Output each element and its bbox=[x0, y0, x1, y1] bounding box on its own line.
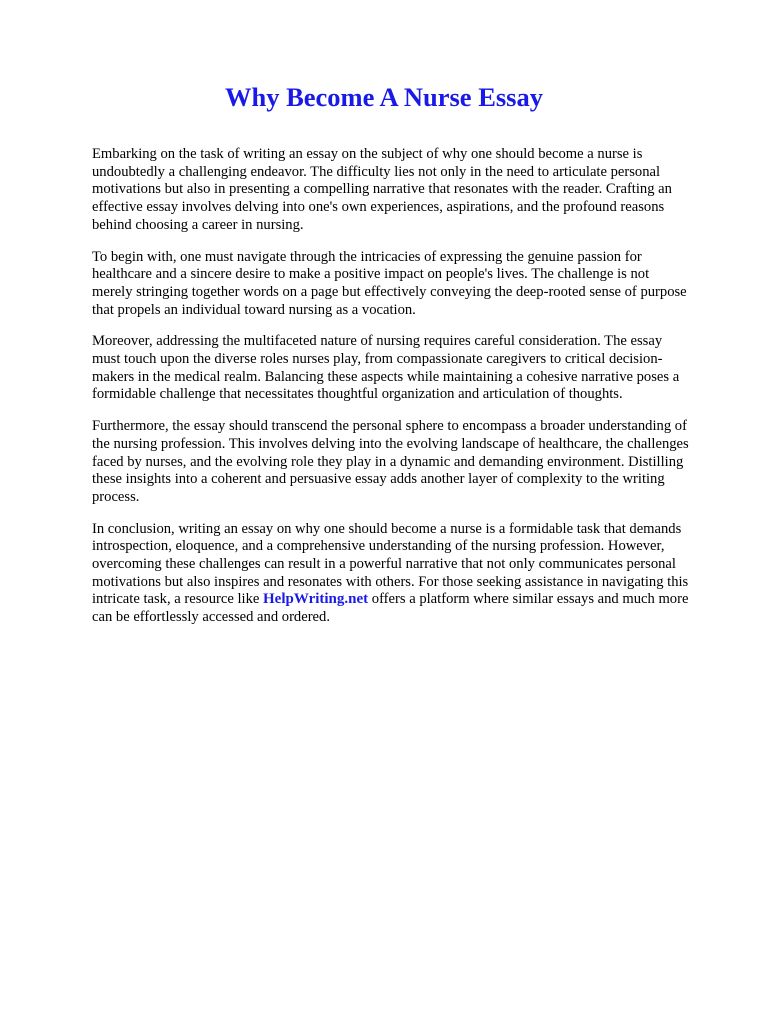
paragraph-roles: Moreover, addressing the multifaceted nature of nursing requires careful consideration. The essay must touch upon the diverse roles nurses play, from compassionate caregivers to critical decision-makers in the medical realm. Balancing these aspects while maintaining a cohesive narrative poses a formidable challenge that necessitates thoughtful organization and articulation of thoughts. bbox=[92, 333, 680, 403]
paragraph-intro: Embarking on the task of writing an essay on the subject of why one should become a nurse is undoubtedly a challenging endeavor. The difficulty lies not only in the need to articulate personal motivations but also in presenting a compelling narrative that resonates with the reader. Crafting an effective essay involves delving into one's own experiences, aspirations, and the profound reasons behind choosing a career in nursing. bbox=[92, 146, 672, 233]
page-title: Why Become A Nurse Essay bbox=[225, 82, 543, 112]
essay-body bbox=[92, 146, 692, 641]
helpwriting-link[interactable]: HelpWriting.net bbox=[263, 591, 369, 608]
paragraph-profession: Furthermore, the essay should transcend the personal sphere to encompass a broader understanding of the nursing profession. This involves delving into the evolving landscape of healthcare, the challenges faced by nurses, and the evolving role they play in a dynamic and demanding environment. Distilling these insights into a coherent and persuasive essay adds another layer of complexity to the writing process. bbox=[92, 418, 689, 505]
conclusion-text-after-link: offers a platform where similar essays and much more can be effortlessly accessed and ordered. bbox=[92, 591, 689, 626]
paragraph-conclusion bbox=[92, 521, 692, 627]
conclusion-text-before-link: In conclusion, writing an essay on why one should become a nurse is a formidable task that demands introspection, eloquence, and a comprehensive understanding of the nursing profession. However, overcoming these challenges can result in a powerful narrative that not only communicates personal motivations but also inspires and resonates with others. For those seeking assistance in navigating this intricate task, a resource like bbox=[92, 520, 689, 608]
paragraph-passion: To begin with, one must navigate through the intricacies of expressing the genuine passion for healthcare and a sincere desire to make a positive impact on people's lives. The challenge is not merely stringing together words on a page but effectively conveying the deep-rooted sense of purpose that propels an individual toward nursing as a vocation. bbox=[92, 248, 687, 318]
